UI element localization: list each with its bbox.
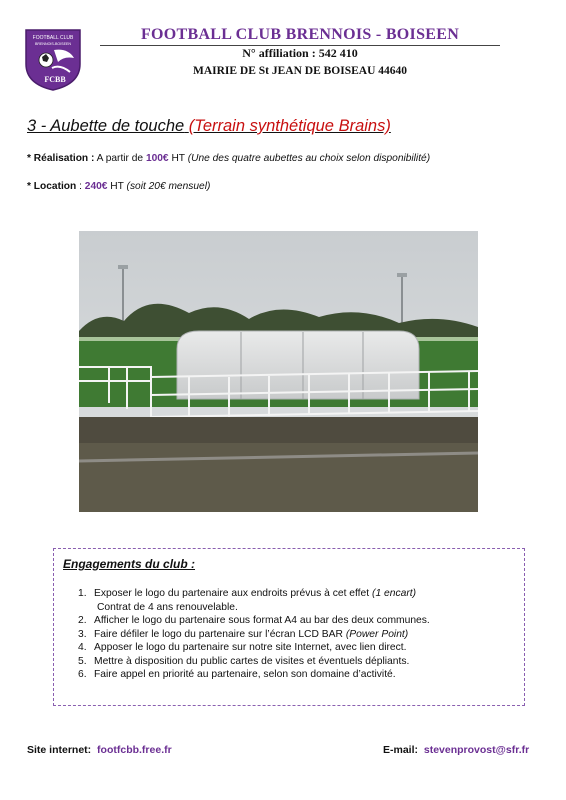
- realisation-price: 100€: [145, 153, 169, 164]
- location-price: 240€: [84, 181, 108, 192]
- list-item-text: Mettre à disposition du public cartes de visites et éventuels dépliants.: [94, 655, 410, 667]
- list-item-number: 1.: [78, 588, 87, 599]
- location-note: (soit 20€ mensuel): [126, 181, 211, 192]
- logo-text-sub: BRENNOIS-BOISEEN: [35, 42, 71, 46]
- club-name: FOOTBALL CLUB BRENNOIS - BOISEEN: [140, 26, 460, 43]
- list-item: [54, 614, 524, 628]
- realisation-suffix: HT: [171, 153, 185, 164]
- email-label: E-mail:: [383, 744, 419, 756]
- location-sep: :: [79, 181, 82, 192]
- list-item-continuation: [54, 601, 524, 615]
- list-item-cont-text: Contrat de 4 ans renouvelable.: [97, 601, 238, 613]
- realisation-line: [27, 153, 430, 164]
- list-item-text: Faire appel en priorité au partenaire, selon son domaine d’activité.: [94, 669, 396, 680]
- email-link[interactable]: stevenprovost@sfr.fr: [423, 744, 530, 756]
- section-title-main: 3 - Aubette de touche: [27, 117, 185, 135]
- list-item-text: Faire défiler le logo du partenaire sur l’écran LCD BAR: [94, 628, 343, 640]
- list-item: [54, 655, 524, 669]
- engagements-box: [53, 548, 525, 706]
- realisation-prefix: A partir de: [96, 153, 144, 164]
- footer-site: [27, 744, 172, 756]
- list-item-text: Exposer le logo du partenaire aux endroits prévus à cet effet: [94, 588, 370, 599]
- list-item-number: 6.: [78, 669, 87, 680]
- location-line: [27, 181, 210, 192]
- list-item-number: 2.: [78, 615, 87, 626]
- list-item: [54, 587, 524, 601]
- list-item-number: 3.: [78, 628, 87, 640]
- realisation-label: * Réalisation :: [27, 153, 95, 164]
- list-item: [54, 641, 524, 655]
- location-label: * Location: [27, 181, 77, 192]
- engagements-title: Engagements du club :: [63, 557, 196, 571]
- logo-text-top: FOOTBALL CLUB: [32, 35, 74, 41]
- mairie-address: MAIRIE DE St JEAN DE BOISEAU 44640: [192, 65, 408, 77]
- logo-initials: FCBB: [44, 75, 66, 84]
- location-suffix: HT: [110, 181, 124, 192]
- list-item-text: Apposer le logo du partenaire sur notre site Internet, avec lien direct.: [94, 642, 407, 653]
- dugout-photo: [79, 231, 478, 512]
- list-item-note: (Power Point): [345, 628, 409, 640]
- list-item-number: 5.: [78, 655, 87, 667]
- list-item: [54, 628, 524, 642]
- section-title-sub: (Terrain synthétique Brains): [188, 117, 391, 135]
- section-title: [27, 117, 391, 136]
- site-label: Site internet:: [27, 744, 92, 756]
- site-link[interactable]: footfcbb.free.fr: [97, 744, 172, 756]
- engagements-list: [54, 587, 524, 682]
- club-logo-icon: [24, 28, 82, 92]
- list-item-note: (1 encart): [372, 588, 417, 599]
- realisation-note: (Une des quatre aubettes au choix selon disponibilité): [187, 153, 431, 164]
- list-item: [54, 668, 524, 682]
- affiliation-number: N° affiliation : 542 410: [242, 46, 358, 60]
- list-item-text: Afficher le logo du partenaire sous format A4 au bar des deux communes.: [94, 615, 430, 626]
- footer-email: [383, 744, 529, 756]
- list-item-number: 4.: [78, 642, 87, 653]
